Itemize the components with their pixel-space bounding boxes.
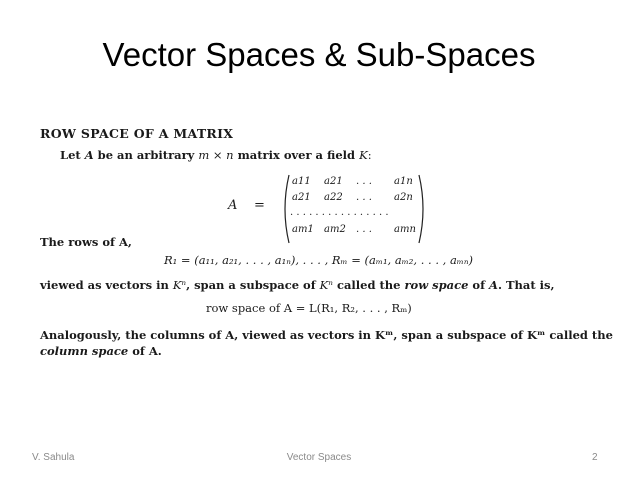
section-heading: ROW SPACE OF A MATRIX bbox=[40, 126, 234, 141]
matrix-cell: am2 bbox=[324, 224, 346, 235]
footer-topic: Vector Spaces bbox=[286, 452, 352, 463]
matrix-cell: . . . bbox=[356, 176, 372, 187]
footer-author: V. Sahula bbox=[32, 452, 75, 463]
left-paren-icon bbox=[280, 174, 290, 244]
rowspace-formula: row space of A = L(R₁, R₂, . . . , Rₘ) bbox=[206, 301, 412, 315]
analog-line-1: Analogously, the columns of A, viewed as vectors in Kᵐ, span a subspace of Kᵐ called the bbox=[40, 328, 613, 342]
matrix-equals: = bbox=[254, 198, 265, 213]
footer-page-number: 2 bbox=[592, 452, 598, 463]
matrix-cell: a22 bbox=[324, 192, 343, 203]
matrix-cell: a11 bbox=[292, 176, 311, 187]
matrix-cell: am1 bbox=[292, 224, 314, 235]
scanned-text-block bbox=[30, 118, 620, 388]
matrix-cell: . . . bbox=[356, 192, 372, 203]
matrix-cell: a1n bbox=[394, 176, 413, 187]
intro-line: Let A be an arbitrary m × n matrix over a field K: bbox=[60, 148, 372, 162]
matrix-cell: a21 bbox=[292, 192, 311, 203]
matrix-cell: amn bbox=[394, 224, 416, 235]
matrix-cell: a21 bbox=[324, 176, 343, 187]
matrix-lhs: A bbox=[228, 198, 238, 213]
slide-title: Vector Spaces & Sub-Spaces bbox=[102, 36, 536, 73]
matrix-cell: . . . bbox=[356, 224, 372, 235]
matrix-cell: a2n bbox=[394, 192, 413, 203]
right-paren-icon bbox=[418, 174, 428, 244]
rows-formula: R₁ = (a₁₁, a₂₁, . . . , a₁ₙ), . . . , Rₘ = (aₘ₁, aₘ₂, . . . , aₘₙ) bbox=[164, 253, 473, 267]
rows-intro-line: The rows of A, bbox=[40, 235, 132, 249]
analog-line-2: column space of A. bbox=[40, 344, 162, 358]
matrix-dots-row: . . . . . . . . . . . . . . . . bbox=[290, 207, 389, 218]
viewed-line: viewed as vectors in Kⁿ, span a subspace of Kⁿ called the row space of A. That is, bbox=[40, 278, 555, 292]
